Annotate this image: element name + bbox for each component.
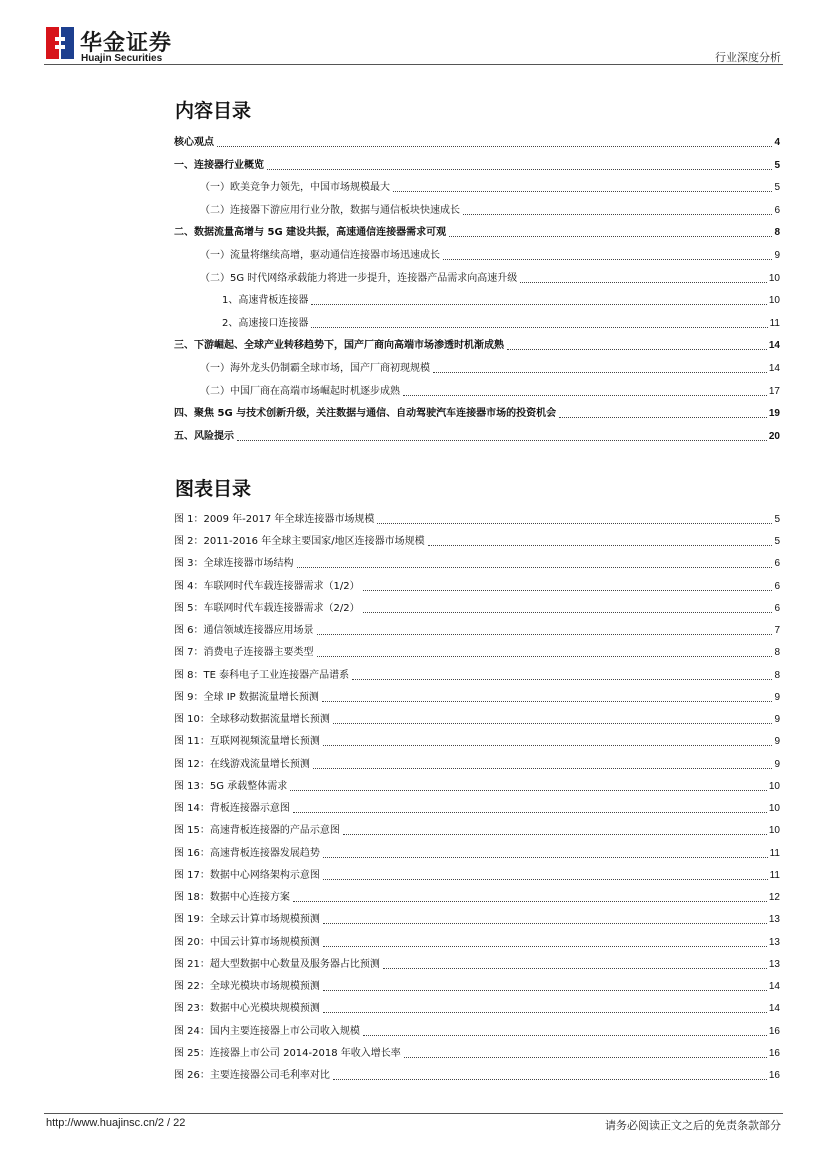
toc-entry[interactable] bbox=[174, 360, 780, 376]
figure-list-entry[interactable] bbox=[174, 533, 780, 549]
figure-list-entry[interactable] bbox=[174, 600, 780, 616]
dot-leader bbox=[323, 857, 768, 858]
figure-list-entry-page: 6 bbox=[774, 558, 780, 570]
dot-leader bbox=[403, 395, 767, 396]
figure-list-entry[interactable] bbox=[174, 511, 780, 527]
figure-list-entry-page: 14 bbox=[768, 981, 780, 993]
dot-leader bbox=[313, 768, 773, 769]
dot-leader bbox=[333, 1079, 767, 1080]
dot-leader bbox=[363, 590, 773, 591]
dot-leader bbox=[507, 349, 767, 350]
toc-entry-page: 17 bbox=[768, 385, 780, 397]
figure-list-entry-label: 图 25：连接器上市公司 2014-2018 年收入增长率 bbox=[174, 1047, 401, 1059]
figure-list-entry-page: 11 bbox=[769, 869, 780, 881]
figure-list-entry-label: 图 10：全球移动数据流量增长预测 bbox=[174, 714, 330, 726]
logo-chinese-name: 华金证券 bbox=[80, 31, 173, 56]
dot-leader bbox=[323, 1012, 767, 1013]
document-type: 行业深度分析 bbox=[715, 51, 781, 64]
figure-list-entry[interactable] bbox=[174, 867, 780, 883]
toc-entry-label: （二）5G 时代网络承载能力将进一步提升，连接器产品需求向高速升级 bbox=[200, 272, 518, 284]
dot-leader bbox=[383, 968, 767, 969]
figure-list-entry[interactable] bbox=[174, 555, 780, 571]
figures-title: 图表目录 bbox=[175, 478, 252, 500]
toc-entry[interactable] bbox=[174, 315, 780, 331]
toc-entry[interactable] bbox=[174, 247, 780, 263]
page-header bbox=[0, 0, 827, 70]
toc-entry-page: 14 bbox=[768, 340, 780, 352]
dot-leader bbox=[237, 440, 767, 441]
figure-list-entry-label: 图 15：高速背板连接器的产品示意图 bbox=[174, 825, 340, 837]
dot-leader bbox=[322, 701, 773, 702]
toc-entry[interactable] bbox=[174, 179, 780, 195]
figure-list-entry-page: 14 bbox=[768, 1003, 780, 1015]
dot-leader bbox=[290, 790, 767, 791]
dot-leader bbox=[428, 545, 773, 546]
dot-leader bbox=[343, 834, 767, 835]
toc-entry-page: 5 bbox=[774, 159, 780, 171]
dot-leader bbox=[443, 259, 772, 260]
footer-url-page[interactable]: http://www.huajinsc.cn/2 / 22 bbox=[46, 1117, 186, 1129]
figure-list-entry-page: 16 bbox=[768, 1047, 780, 1059]
dot-leader bbox=[217, 146, 772, 147]
figure-list-entry[interactable] bbox=[174, 756, 780, 772]
toc-entry[interactable] bbox=[174, 202, 780, 218]
figure-list-entry-page: 16 bbox=[768, 1025, 780, 1037]
toc-entry-label: 二、数据流量高增与 5G 建设共振，高速通信连接器需求可观 bbox=[174, 227, 447, 239]
header-divider bbox=[44, 64, 783, 65]
figure-list-entry-page: 9 bbox=[774, 691, 780, 703]
toc-entry[interactable] bbox=[174, 292, 780, 308]
dot-leader bbox=[323, 946, 767, 947]
figure-list-entry-label: 图 9：全球 IP 数据流量增长预测 bbox=[174, 691, 319, 703]
dot-leader bbox=[463, 214, 772, 215]
toc-entry-label: 五、风险提示 bbox=[174, 430, 234, 442]
dot-leader bbox=[267, 169, 772, 170]
toc-entry-page: 14 bbox=[768, 363, 780, 374]
toc-entry-label: （一）海外龙头仍制霸全球市场，国产厂商初现规模 bbox=[200, 363, 430, 374]
footer-divider bbox=[44, 1113, 783, 1114]
toc-entry-page: 10 bbox=[768, 272, 780, 284]
dot-leader bbox=[293, 812, 767, 813]
toc-entry-label: （二）中国厂商在高端市场崛起时机逐步成熟 bbox=[200, 385, 400, 397]
figure-list-entry[interactable] bbox=[174, 934, 780, 950]
figure-list-entry[interactable] bbox=[174, 1045, 780, 1061]
dot-leader bbox=[311, 327, 767, 328]
dot-leader bbox=[297, 567, 773, 568]
dot-leader bbox=[520, 282, 767, 283]
toc-entry-label: （一）流量将继续高增，驱动通信连接器市场迅速成长 bbox=[200, 250, 440, 261]
figure-list-entry-label: 图 3：全球连接器市场结构 bbox=[174, 558, 294, 570]
figure-list-entry-page: 5 bbox=[774, 514, 780, 525]
toc-entry[interactable] bbox=[174, 405, 780, 421]
toc-entry[interactable] bbox=[174, 270, 780, 286]
figure-list-entry-page: 6 bbox=[774, 602, 780, 614]
dot-leader bbox=[323, 990, 767, 991]
figure-list-entry-page: 10 bbox=[768, 780, 780, 792]
dot-leader bbox=[377, 523, 772, 524]
figure-list-entry-page: 9 bbox=[774, 714, 780, 726]
figure-list-entry-label: 图 6：通信领域连接器应用场景 bbox=[174, 625, 314, 637]
toc-entry-page: 5 bbox=[774, 182, 780, 194]
dot-leader bbox=[449, 236, 772, 237]
figure-list-entry[interactable] bbox=[174, 978, 780, 994]
figure-list-entry[interactable] bbox=[174, 1023, 780, 1039]
toc-entry-label: 核心观点 bbox=[174, 137, 214, 148]
figure-list-entry-page: 12 bbox=[768, 892, 780, 904]
figure-list-entry[interactable] bbox=[174, 622, 780, 638]
toc-entry[interactable] bbox=[174, 428, 780, 444]
dot-leader bbox=[323, 745, 773, 746]
toc-entry-label: （二）连接器下游应用行业分散，数据与通信板块快速成长 bbox=[200, 204, 460, 216]
figure-list-entry[interactable] bbox=[174, 667, 780, 683]
dot-leader bbox=[363, 612, 773, 613]
dot-leader bbox=[333, 723, 773, 724]
toc-entry-page: 8 bbox=[774, 227, 780, 239]
figure-list-entry-page: 13 bbox=[768, 914, 780, 926]
toc-entry-page: 19 bbox=[768, 408, 780, 420]
figure-list-entry-page: 11 bbox=[769, 847, 780, 859]
figure-list-entry-page: 6 bbox=[774, 580, 780, 592]
dot-leader bbox=[393, 191, 772, 192]
figure-list-entry-page: 8 bbox=[774, 647, 780, 659]
figure-list-entry-page: 13 bbox=[768, 958, 780, 970]
dot-leader bbox=[559, 417, 767, 418]
figure-list-entry[interactable] bbox=[174, 845, 780, 861]
toc-entry-page: 9 bbox=[774, 250, 780, 261]
toc-entry[interactable] bbox=[174, 157, 780, 173]
figure-list-entry[interactable] bbox=[174, 822, 780, 838]
figure-list-entry-label: 图 12：在线游戏流量增长预测 bbox=[174, 758, 310, 770]
figure-list-entry-page: 10 bbox=[768, 803, 780, 815]
toc-entry[interactable] bbox=[174, 337, 780, 353]
figure-list-entry[interactable] bbox=[174, 800, 780, 816]
figure-list-entry-label: 图 14：背板连接器示意图 bbox=[174, 803, 290, 815]
footer-disclaimer: 请务必阅读正文之后的免责条款部分 bbox=[605, 1119, 781, 1132]
figure-list-entry-label: 图 5：车联网时代车载连接器需求（2/2） bbox=[174, 602, 360, 614]
figure-list-entry-page: 13 bbox=[768, 936, 780, 948]
logo-english-name: Huajin Securities bbox=[81, 53, 163, 64]
figure-list-entry[interactable] bbox=[174, 1000, 780, 1016]
figure-list-entry-label: 图 11：互联网视频流量增长预测 bbox=[174, 736, 320, 748]
dot-leader bbox=[433, 372, 767, 373]
toc-entry-label: 2、高速接口连接器 bbox=[222, 317, 309, 329]
toc-entry[interactable] bbox=[174, 224, 780, 240]
figure-list-entry[interactable] bbox=[174, 578, 780, 594]
toc-entry-label: 四、聚焦 5G 与技术创新升级，关注数据与通信、自动驾驶汽车连接器市场的投资机会 bbox=[174, 408, 557, 420]
toc-entry-page: 20 bbox=[768, 430, 780, 442]
figure-list-entry-label: 图 1：2009 年-2017 年全球连接器市场规模 bbox=[174, 514, 375, 525]
figure-list-entry-label: 图 18：数据中心连接方案 bbox=[174, 892, 290, 904]
figure-list-entry-page: 9 bbox=[774, 758, 780, 770]
figure-list-entry-page: 8 bbox=[774, 669, 780, 681]
figure-list-entry-label: 图 7：消费电子连接器主要类型 bbox=[174, 647, 314, 659]
dot-leader bbox=[293, 901, 767, 902]
toc-entry-page: 4 bbox=[774, 137, 780, 148]
figure-list-entry-page: 10 bbox=[768, 825, 780, 837]
figure-list-entry-label: 图 2：2011-2016 年全球主要国家/地区连接器市场规模 bbox=[174, 536, 425, 548]
figure-list-entry-page: 16 bbox=[768, 1070, 780, 1081]
figure-list-entry-label: 图 4：车联网时代车载连接器需求（1/2） bbox=[174, 580, 360, 592]
dot-leader bbox=[352, 679, 772, 680]
figure-list-entry-label: 图 13：5G 承载整体需求 bbox=[174, 780, 288, 792]
toc-entry-label: 三、下游崛起、全球产业转移趋势下，国产厂商向高端市场渗透时机渐成熟 bbox=[174, 340, 504, 352]
figure-list-entry[interactable] bbox=[174, 1067, 780, 1083]
company-logo bbox=[46, 27, 186, 67]
toc-entry-page: 6 bbox=[774, 204, 780, 216]
toc-entry-label: 1、高速背板连接器 bbox=[222, 295, 309, 307]
figure-list-entry[interactable] bbox=[174, 689, 780, 705]
dot-leader bbox=[363, 1035, 767, 1036]
contents-title: 内容目录 bbox=[175, 100, 252, 122]
dot-leader bbox=[404, 1057, 767, 1058]
figure-list-entry-page: 7 bbox=[774, 625, 780, 637]
toc-entry-page: 10 bbox=[768, 295, 780, 307]
figure-list-entry-label: 图 16：高速背板连接器发展趋势 bbox=[174, 847, 320, 859]
figure-list-entry[interactable] bbox=[174, 778, 780, 794]
figure-list-entry[interactable] bbox=[174, 911, 780, 927]
huajin-logo-icon bbox=[46, 27, 74, 59]
dot-leader bbox=[323, 923, 767, 924]
figure-list-entry[interactable] bbox=[174, 644, 780, 660]
figure-list-entry-page: 9 bbox=[774, 736, 780, 748]
dot-leader bbox=[323, 879, 768, 880]
figure-list-entry-label: 图 20：中国云计算市场规模预测 bbox=[174, 936, 320, 948]
toc-entry-page: 11 bbox=[769, 317, 780, 329]
figure-list-entry-label: 图 24：国内主要连接器上市公司收入规模 bbox=[174, 1025, 360, 1037]
figure-list-entry[interactable] bbox=[174, 889, 780, 905]
dot-leader bbox=[317, 656, 773, 657]
toc-entry-label: 一、连接器行业概览 bbox=[174, 159, 264, 171]
figure-list-entry-label: 图 8：TE 泰科电子工业连接器产品谱系 bbox=[174, 669, 350, 681]
figure-list-entry-label: 图 21：超大型数据中心数量及服务器占比预测 bbox=[174, 958, 380, 970]
toc-entry[interactable] bbox=[174, 134, 780, 150]
toc-entry-label: （一）欧美竞争力领先，中国市场规模最大 bbox=[200, 182, 390, 194]
figure-list-entry-page: 5 bbox=[774, 536, 780, 548]
dot-leader bbox=[317, 634, 773, 635]
dot-leader bbox=[311, 304, 767, 305]
figure-list-entry[interactable] bbox=[174, 956, 780, 972]
figure-list-entry[interactable] bbox=[174, 711, 780, 727]
figure-list-entry[interactable] bbox=[174, 733, 780, 749]
toc-entry[interactable] bbox=[174, 383, 780, 399]
figure-list-entry-label: 图 22：全球光模块市场规模预测 bbox=[174, 981, 320, 993]
figure-list-entry-label: 图 19：全球云计算市场规模预测 bbox=[174, 914, 320, 926]
figure-list-entry-label: 图 23：数据中心光模块规模预测 bbox=[174, 1003, 320, 1015]
figure-list-entry-label: 图 17：数据中心网络架构示意图 bbox=[174, 869, 320, 881]
figure-list-entry-label: 图 26：主要连接器公司毛利率对比 bbox=[174, 1070, 330, 1081]
